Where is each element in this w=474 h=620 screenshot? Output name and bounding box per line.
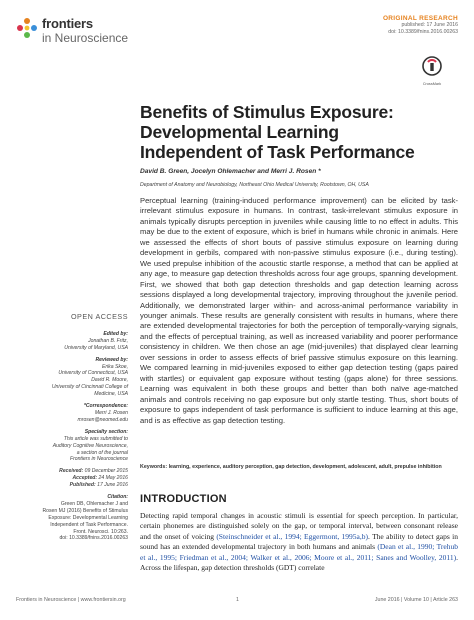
keywords-list: learning, experience, auditory perception, gap detection, development, adolescent, adult, prepulse inhibition — [168, 464, 442, 470]
correspondence-label: *Correspondence: — [83, 403, 128, 410]
reviewed-by-label: Reviewed by: — [95, 356, 128, 363]
edited-by-label: Edited by: — [103, 330, 128, 337]
crossmark-label: CrossMark — [422, 82, 442, 86]
citation-link[interactable]: (Dean et al., 1990; Trehub et al., 1995; Friedman et al., 2004; Walker et al., 2006; Moore et al., 2011; Sanes and Woolley, 2011) — [140, 542, 458, 562]
received-value: 09 December 2015 — [84, 468, 128, 475]
abstract-text: Perceptual learning (training-induced performance improvement) can be elicited by task-irrelevant stimulus exposure in humans. In contrast, task-irrelevant stimulus exposure in animals typically disrupts perception in juveniles while causing little to no effect in adults. This may be due to the extent of exposure, which is brief in humans while chronic in animals. Here we assessed the effects of short bouts of passive stimulus exposure on learning during development in gerbils, compared with non-passive stimulus exposure (i.e., during testing). We used prepulse inhibition of the acoustic startle response, a method that can be applied at any age, to measure gap detection thresholds across four age groups, spanning development. First, we showed that both gap detection thresholds and gap detection learning across sessions displayed a long developmental trajectory, improving throughout the juvenile period. Additionally, we demonstrated larger within- and across-animal performance variability in younger animals. These results are generally consistent with results in humans, where there are extended developmental trajectories for both the perception of temporally-varying signals, and the effects of perceptual training, as well as increased variability and poorer performance consistency in children. We then chose an age (mid-juveniles) that displayed clear learning over sessions in order to assess effects of brief passive stimulus exposure on this learning. We compared learning in mid-juveniles exposed to either gap detection testing (gaps paired with startles) or equivalent gap exposure without testing (gaps alone) for three sessions. Learning was equivalent in both these groups and better than both naïve age-matched animals and controls receiving no gap exposure but only startle testing. Thus, short bouts of exposure to gaps independent of task performance is sufficient to induce learning at this age, and is as effective as gap detection testing. — [140, 196, 458, 425]
accepted-label: Accepted: — [72, 475, 98, 482]
footer-issue-info: June 2016 | Volume 10 | Article 263 — [374, 597, 458, 603]
reviewer-institution: University of Connecticut, USA — [58, 370, 128, 377]
footer-journal-link[interactable]: Frontiers in Neuroscience | www.frontiersin.org — [16, 597, 126, 603]
accepted-date — [16, 475, 128, 482]
reviewer-institution: Medicine, USA — [94, 391, 128, 398]
citation-text: Front. Neurosci. 10:263. — [73, 528, 128, 535]
page-number: 1 — [236, 597, 239, 603]
intro-sentence: . Across the lifespan, gap detection thresholds (GDT) correlate — [140, 552, 458, 573]
page-footer — [16, 597, 458, 609]
published-label: Published: — [69, 482, 96, 489]
citation-doi[interactable]: doi: 10.3389/fnins.2016.00263 — [59, 535, 128, 542]
editor-name[interactable]: Jonathan B. Fritz, — [88, 337, 128, 344]
journal-name: frontiers — [42, 16, 93, 31]
article-authors[interactable]: David B. Green, Jocelyn Ohlemacher and Merri J. Rosen * — [140, 168, 321, 175]
published-date-meta — [16, 482, 128, 489]
introduction-text — [140, 511, 458, 573]
received-date — [16, 468, 128, 475]
reviewer-name[interactable]: David R. Moore, — [91, 377, 128, 384]
article-type: ORIGINAL RESEARCH — [382, 15, 458, 22]
correspondence-name: Merri J. Rosen — [94, 409, 128, 416]
author-affiliation: Department of Anatomy and Neurobiology, Northeast Ohio Medical University, Rootstown, OH, USA — [140, 182, 369, 188]
received-label: Received: — [59, 468, 84, 475]
article-metadata — [16, 314, 128, 542]
citation-text: Rosen MJ (2016) Benefits of Stimulus — [42, 507, 128, 514]
keywords — [140, 464, 458, 472]
citation-text: Independent of Task Performance. — [50, 521, 128, 528]
citation-text: Green DB, Ohlemacher J and — [60, 500, 128, 507]
accepted-value: 24 May 2016 — [98, 475, 128, 482]
specialty-text: Frontiers in Neuroscience — [69, 456, 128, 463]
frontiers-logo-icon — [16, 17, 38, 39]
reviewer-name[interactable]: Erika Skoe, — [101, 363, 128, 370]
specialty-text: a section of the journal — [76, 449, 128, 456]
published-date: published: 17 June 2016 — [401, 22, 458, 28]
article-header-info — [278, 15, 458, 36]
published-value: 17 June 2016 — [97, 482, 128, 489]
citation-link[interactable]: (Steinschneider et al., 1994; Eggermont, 1995a,b) — [216, 531, 369, 541]
article-doi[interactable]: doi: 10.3389/fnins.2016.00263 — [388, 29, 458, 35]
reviewer-institution: University of Cincinnati College of — [51, 384, 128, 391]
citation-text: Exposure: Developmental Learning — [48, 514, 128, 521]
specialty-text: Auditory Cognitive Neuroscience, — [52, 442, 128, 449]
journal-logo[interactable] — [16, 15, 136, 51]
specialty-section-label: Specialty section: — [84, 428, 128, 435]
citation-label: Citation: — [107, 494, 128, 501]
specialty-text: This article was submitted to — [63, 435, 128, 442]
crossmark-badge[interactable] — [420, 56, 444, 86]
open-access-label[interactable]: OPEN ACCESS — [70, 312, 128, 321]
intro-sentence: Detecting rapid temporal changes in acoustic stimuli is essential for speech perception. In particular, certain phonemes are distinguished solely on the gap, or temporal interval, between consonant release and the onset of voicing — [140, 511, 458, 541]
article-title: Benefits of Stimulus Exposure: Developmental Learning Independent of Task Performance — [140, 102, 415, 162]
introduction-heading: INTRODUCTION — [140, 493, 227, 505]
intro-sentence: . The ability to detect gaps in sound has an extended developmental trajectory in both humans and animals — [140, 531, 458, 552]
keywords-label: Keywords: — [140, 464, 168, 470]
crossmark-icon — [422, 56, 442, 76]
journal-subname: in Neuroscience — [42, 31, 129, 45]
editor-institution: University of Maryland, USA — [64, 344, 128, 351]
correspondence-email[interactable]: mrosen@neomed.edu — [77, 416, 128, 423]
